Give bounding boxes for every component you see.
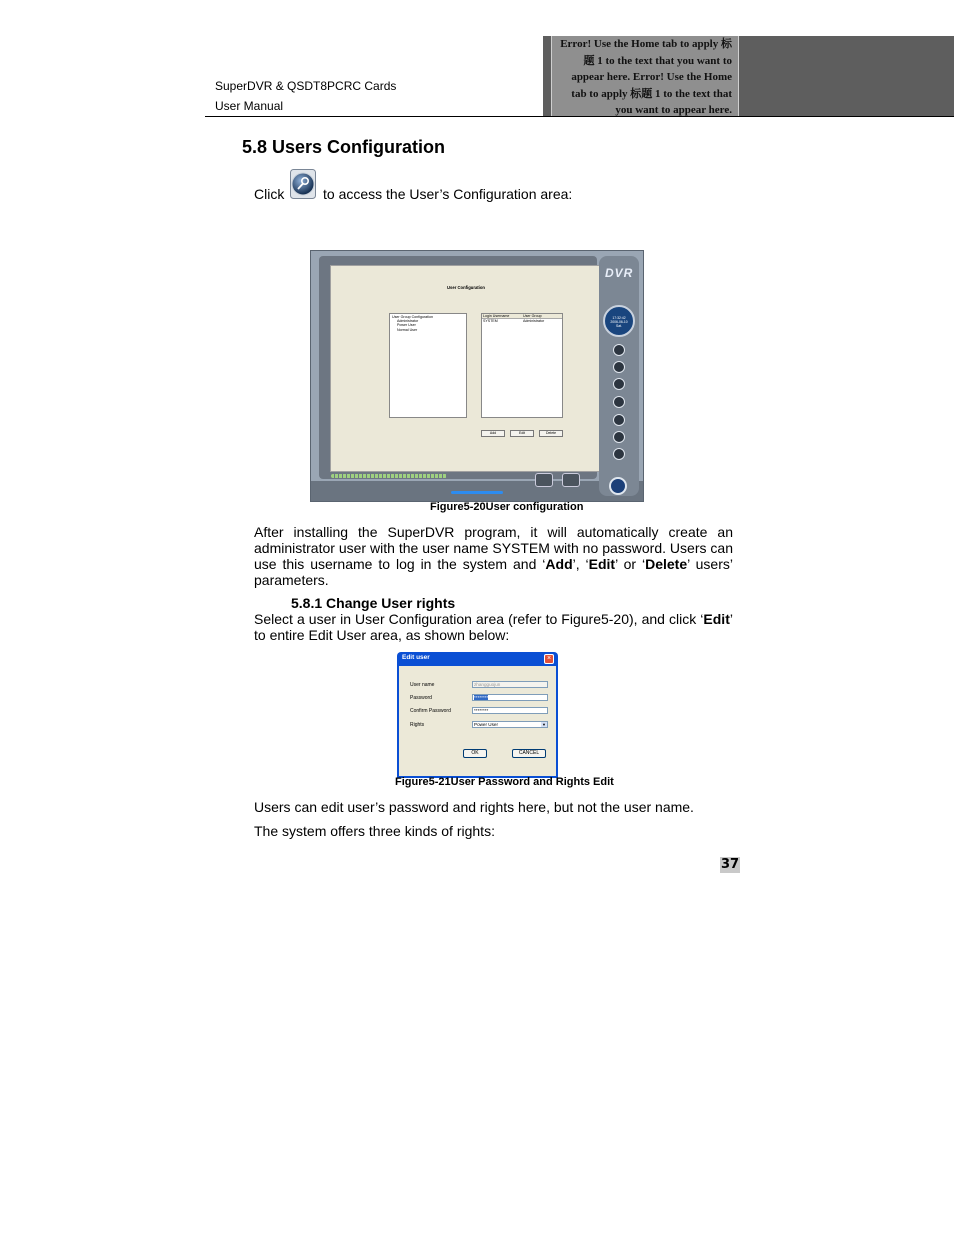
clock-day: Sat. [615,324,623,328]
edit-label: Edit [703,611,730,627]
click-word: Click [254,186,285,202]
label-rights: Rights [410,722,425,728]
user-config-icon [290,169,316,199]
cancel-button[interactable]: CANCEL [512,749,546,758]
clock-time: 17:32:42 [612,316,626,320]
click-rest: to access the User’s Configuration area: [323,186,573,202]
setup-icon[interactable] [613,344,625,356]
power-icon[interactable] [609,477,627,495]
para-rights-kinds: The system offers three kinds of rights: [254,823,495,839]
tree-item-power-user[interactable]: Power User [397,323,416,328]
para-change-rights: Select a user in User Configuration area (refer to Figure5-20), and click ‘Edit’ to entire Edit User area, as shown below: [254,611,733,643]
clock-date: 2006-06-10 [610,320,628,324]
label-user-name: User name [410,682,435,688]
label-confirm-password: Confirm Password [410,708,451,714]
user-icon[interactable] [613,448,625,460]
label-password: Password [410,695,432,701]
confirm-password-field[interactable]: ******** [472,707,548,714]
delete-label: Delete [645,556,688,572]
tree-item-administrator[interactable]: Administrator [397,319,419,324]
add-label: Add [545,556,573,572]
tree-item-normal-user[interactable]: Normal User [397,327,418,332]
close-icon[interactable]: × [544,654,554,664]
subsection-title: 5.8.1 Change User rights [291,595,456,611]
password-field[interactable]: ******** [472,694,548,701]
user-name-field: zhangguojun [472,681,548,688]
schedule-icon[interactable] [613,378,625,390]
edit-button[interactable]: Edit [510,430,534,437]
para-edit-rights: Users can edit user’s password and rights here, but not the user name. [254,799,694,815]
figure1-caption: Figure5-20User configuration [430,501,584,513]
tree-root[interactable]: User Group Configuration [392,315,433,319]
record-icon[interactable] [613,361,625,373]
dialog-titlebar [399,652,556,666]
section-title: 5.8 Users Configuration [242,137,446,157]
config-panel [330,265,602,472]
col-user-group[interactable]: User Group [523,314,542,318]
chevron-down-icon[interactable]: ▼ [542,722,546,727]
add-button[interactable]: Add [481,430,505,437]
dialog-title: Edit user [402,654,430,661]
status-led-strip [331,474,447,478]
ptz-icon[interactable] [613,396,625,408]
side-control-panel [599,256,639,496]
user-configuration-screenshot [310,250,644,502]
click-instruction [254,186,573,202]
doc-subtitle: User Manual [215,99,284,113]
delete-button[interactable]: Delete [539,430,563,437]
cell-username: SYSTEM [483,319,498,323]
prev-page-button[interactable] [535,473,553,487]
main-frame [319,256,597,479]
edit-label: Edit [588,556,616,572]
config-title: User Configuration [447,285,485,290]
doc-title: SuperDVR & QSDT8PCRC Cards [215,79,397,93]
alarm-icon[interactable] [613,414,625,426]
header-error-text: Error! Use the Home tab to apply 标题 1 to the text that you want to appear here. Error! Use the Home tab to apply 标题 1 to the text that you want to appear here. [560,38,732,117]
clock-display [603,305,635,337]
header-rule [205,116,954,117]
user-list[interactable] [481,313,563,418]
edit-user-dialog [397,652,558,778]
ok-button[interactable]: OK [463,749,487,758]
rights-select[interactable]: Power User ▼ [472,721,548,728]
next-page-button[interactable] [562,473,580,487]
header-error-box [551,36,739,116]
page-number: 37 [721,857,740,872]
progress-bar [451,491,503,494]
para-intro: After installing the SuperDVR program, it will automatically create an administrator user with the user name SYSTEM with no password. Users can use this username to log in the system and ‘Add’, ‘Edit’ or ‘Delete’ users’ parameters. [254,524,733,588]
dvr-logo: DVR [605,266,634,280]
col-login-username[interactable]: Login Username [483,314,510,318]
cell-group: Administrator [523,319,545,323]
user-group-tree[interactable] [389,313,467,418]
table-row[interactable] [482,319,562,323]
figure2-caption: Figure5-21User Password and Rights Edit [395,776,614,788]
dialog-body [399,666,556,776]
network-icon[interactable] [613,431,625,443]
